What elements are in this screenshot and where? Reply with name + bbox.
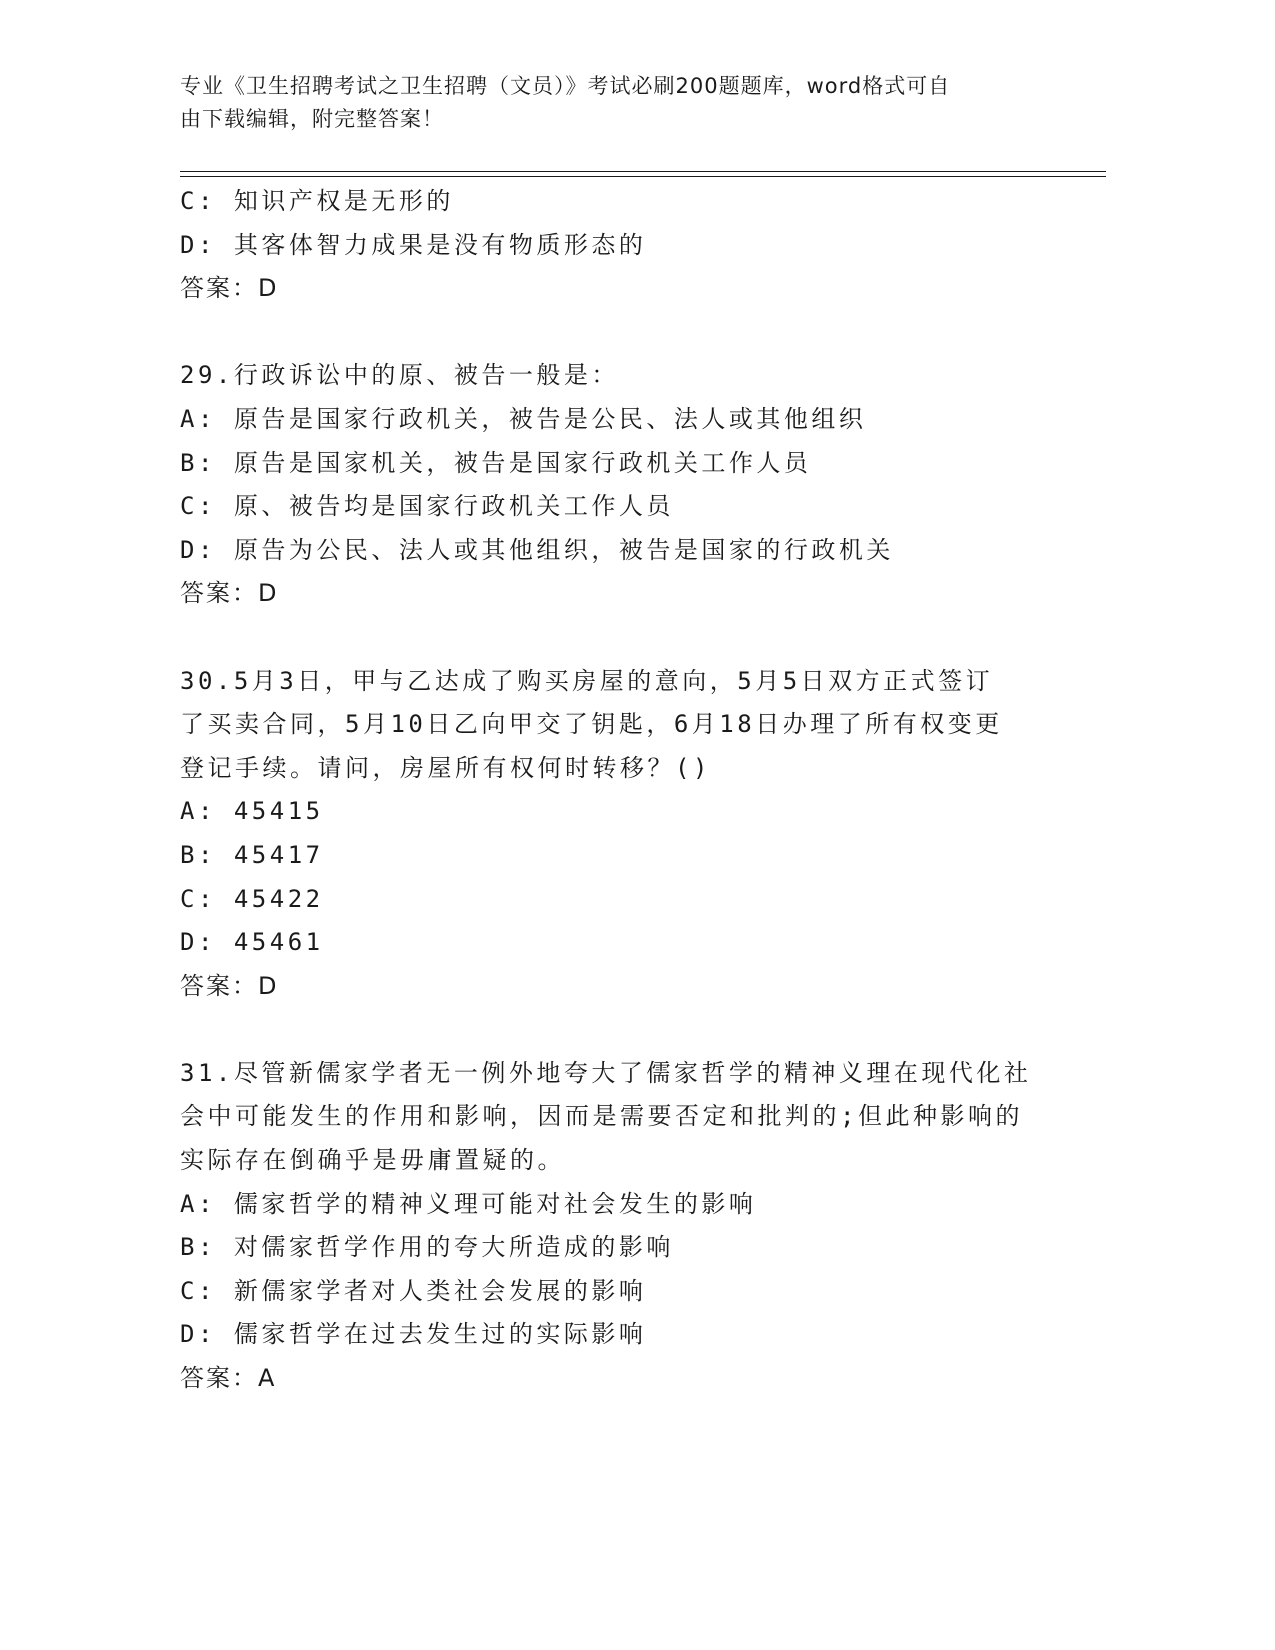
question-30-stem-line-3: 登记手续。请问，房屋所有权何时转移？(): [180, 753, 711, 782]
question-31-option-c: C: 新儒家学者对人类社会发展的影响: [180, 1276, 647, 1305]
question-list: [180, 180, 1060, 1401]
question-30-option-a: A: 45415: [180, 797, 324, 826]
question-31-stem-line-2: 会中可能发生的作用和影响，因而是需要否定和批判的;但此种影响的: [180, 1102, 1023, 1131]
spacer: [180, 1008, 1060, 1052]
question-28-option-c: C: 知识产权是无形的: [180, 187, 454, 215]
question-29-stem: 29.行政诉讼中的原、被告一般是：: [180, 361, 619, 390]
question-31-stem-line-3: 实际存在倒确乎是毋庸置疑的。: [180, 1146, 565, 1175]
question-29: [180, 354, 1060, 616]
question-29-option-b: B: 原告是国家机关，被告是国家行政机关工作人员: [180, 448, 812, 477]
question-31-option-a: A: 儒家哲学的精神义理可能对社会发生的影响: [180, 1189, 757, 1218]
header-line-2: 由下载编辑，附完整答案！: [180, 107, 444, 131]
question-31-answer: 答案：A: [180, 1364, 277, 1393]
question-31-stem-line-1: 31.尽管新儒家学者无一例外地夸大了儒家哲学的精神义理在现代化社: [180, 1058, 1032, 1087]
question-28-option-d: D: 其客体智力成果是没有物质形态的: [180, 230, 647, 259]
question-30-answer: 答案：D: [180, 971, 279, 1000]
question-31-option-d: D: 儒家哲学在过去发生过的实际影响: [180, 1320, 647, 1349]
question-28-answer: 答案：D: [180, 274, 279, 303]
header-divider-bottom: [180, 176, 1106, 177]
question-31: [180, 1052, 1060, 1401]
question-29-option-d: D: 原告为公民、法人或其他组织，被告是国家的行政机关: [180, 535, 894, 564]
question-29-option-c: C: 原、被告均是国家行政机关工作人员: [180, 492, 674, 521]
question-30-stem-line-2: 了买卖合同，5月10日乙向甲交了钥匙，6月18日办理了所有权变更: [180, 710, 1003, 739]
question-30-stem-line-1: 30.5月3日，甲与乙达成了购买房屋的意向，5月5日双方正式签订: [180, 666, 994, 695]
question-30-option-b: B: 45417: [180, 840, 324, 869]
question-28: [180, 180, 1060, 311]
question-30-option-c: C: 45422: [180, 884, 324, 913]
spacer: [180, 311, 1060, 355]
question-31-option-b: B: 对儒家哲学作用的夸大所造成的影响: [180, 1233, 674, 1262]
document-header: [180, 70, 1040, 136]
spacer: [180, 616, 1060, 660]
question-29-answer: 答案：D: [180, 579, 279, 608]
header-line-1: 专业《卫生招聘考试之卫生招聘（文员）》考试必刷200题题库，word格式可自: [180, 74, 951, 98]
header-divider-top: [180, 171, 1106, 172]
question-30-option-d: D: 45461: [180, 928, 324, 957]
question-30: [180, 660, 1060, 1009]
question-29-option-a: A: 原告是国家行政机关，被告是公民、法人或其他组织: [180, 404, 867, 433]
